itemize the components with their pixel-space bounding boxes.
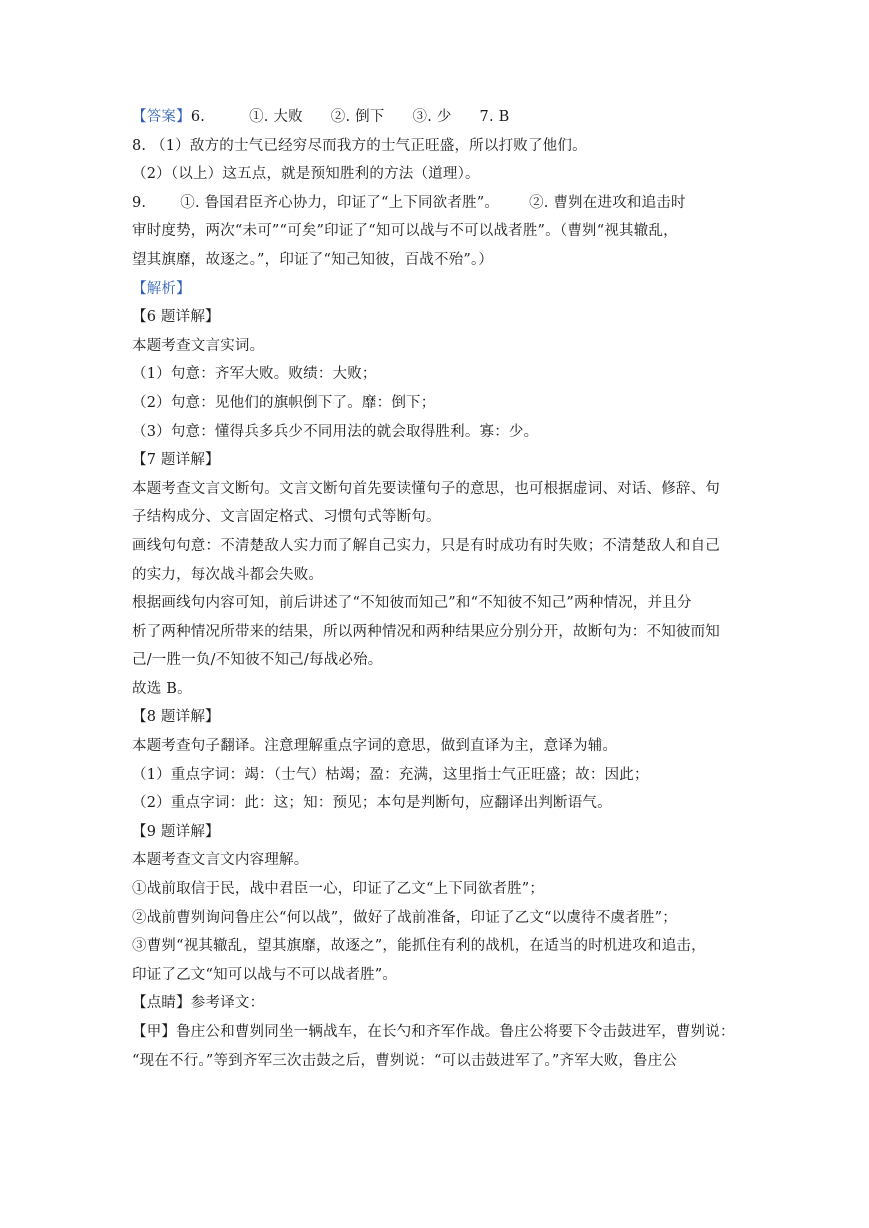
q6-answer-2: ②. 倒下 <box>330 109 385 125</box>
q9-number: 9. <box>132 194 147 211</box>
q7-line: 故选 B。 <box>132 680 192 697</box>
jia-text: 鲁庄公和曹刿同坐一辆战车，在长勺和齐军作战。鲁庄公将要下令击鼓进军，曹刿说： <box>176 1024 735 1040</box>
q7-line: 子结构成分、文言固定格式、习惯句式等断句。 <box>132 509 441 526</box>
q6-answer-1: ①. 大败 <box>249 109 303 125</box>
q9-line: ③曹刿“视其辙乱，望其旗靡，故逐之”，能抓住有利的战机，在适当的时机进攻和追击， <box>132 938 706 955</box>
answer-tag: 【答案】 <box>132 109 191 125</box>
q7-answer: 7. B <box>479 109 510 125</box>
q7-line: 己/一胜一负/不知彼不知己/每战必殆。 <box>132 652 383 669</box>
q9-answer-line-3: 望其旗靡，故逐之。”，印证了“知己知彼，百战不殆”。） <box>132 251 494 268</box>
answer-line <box>132 103 742 132</box>
q6-line: （2）句意：见他们的旗帜倒下了。靡：倒下； <box>132 394 436 411</box>
q9-answer-part-1: ①. 鲁国君臣齐心协力，印证了“上下同欲者胜”。 <box>180 194 500 211</box>
q6-line: 本题考查文言实词。 <box>132 337 265 354</box>
document-page <box>132 103 742 1075</box>
q8-line: （2）重点字词：此：这；知：预见；本句是判断句，应翻译出判断语气。 <box>132 795 612 812</box>
q9-answer-part-2: ②. 曹刿在进攻和追击时 <box>529 194 686 211</box>
q9-heading: 【9 题详解】 <box>132 823 220 840</box>
analysis-tag: 【解析】 <box>132 280 191 297</box>
q7-line: 画线句句意：不清楚敌人实力而了解自己实力，只是有时成功有时失败；不清楚敌人和自己 <box>132 537 720 554</box>
q6-heading: 【6 题详解】 <box>132 309 220 326</box>
q6-line: （1）句意：齐军大败。败绩：大败； <box>132 366 377 383</box>
q9-answer-line-1 <box>132 189 742 218</box>
q7-line: 根据画线句内容可知，前后讲述了“不知彼而知己”和“不知彼不知己”两种情况，并且分 <box>132 595 692 612</box>
q6-number: 6. <box>190 109 206 125</box>
q8-answer-line-1: 8. （1）敌方的士气已经穷尽而我方的士气正旺盛，所以打败了他们。 <box>132 137 587 154</box>
q7-line: 析了两种情况所带来的结果，所以两种情况和两种结果应分别分开，故断句为：不知彼而知 <box>132 623 720 640</box>
q6-answer-3: ③. 少 <box>412 109 452 125</box>
q9-answer-line-2: 审时度势，两次“未可”“可矣”印证了“知可以战与不可以战者胜”。（曹刿“视其辙乱， <box>132 223 678 240</box>
q8-line: （1）重点字词：竭：（士气）枯竭；盈：充满，这里指士气正旺盛；故：因此； <box>132 766 649 783</box>
translation-line-1 <box>132 1018 742 1047</box>
q7-heading: 【7 题详解】 <box>132 452 220 469</box>
translation-line-2: “现在不行。”等到齐军三次击鼓之后，曹刿说：“可以击鼓进军了。”齐军大败，鲁庄公 <box>132 1052 678 1069</box>
q7-line: 本题考查文言文断句。文言文断句首先要读懂句子的意思，也可根据虚词、对话、修辞、句 <box>132 480 720 497</box>
q9-line: ②战前曹刿询问鲁庄公“何以战”，做好了战前准备，印证了乙文“以虞待不虞者胜”； <box>132 909 677 926</box>
q6-line: （3）句意：懂得兵多兵少不同用法的就会取得胜利。寡：少。 <box>132 423 539 440</box>
jia-tag: 【甲】 <box>132 1024 177 1040</box>
q9-line: ①战前取信于民，战中君臣一心，印证了乙文“上下同欲者胜”； <box>132 881 545 898</box>
q8-line: 本题考查句子翻译。注意理解重点字词的意思，做到直译为主，意译为辅。 <box>132 738 618 755</box>
q9-line: 印证了乙文“知可以战与不可以战者胜”。 <box>132 966 398 983</box>
q7-line: 的实力，每次战斗都会失败。 <box>132 566 324 583</box>
q8-heading: 【8 题详解】 <box>132 709 220 726</box>
commentary-heading: 【点睛】参考译文： <box>132 995 265 1012</box>
q8-answer-line-2: （2）（以上）这五点，就是预知胜利的方法（道理）。 <box>132 166 480 183</box>
q9-line: 本题考查文言文内容理解。 <box>132 852 309 869</box>
